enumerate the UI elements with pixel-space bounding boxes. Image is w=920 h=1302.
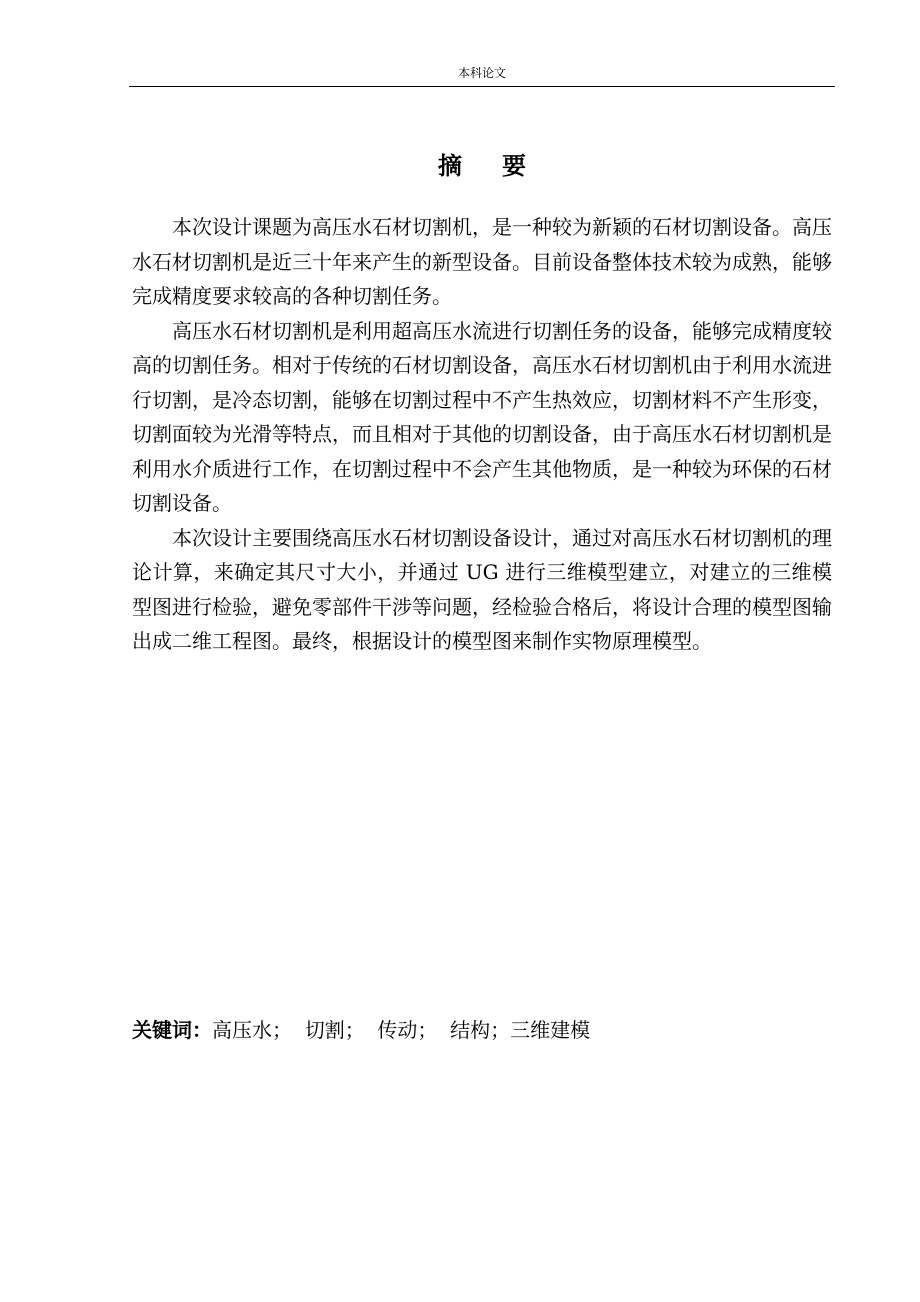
abstract-body — [132, 210, 832, 659]
keywords-label: 关键词： — [132, 1018, 212, 1042]
keywords-value: 高压水； 切割； 传动； 结构；三维建模 — [212, 1018, 591, 1042]
abstract-title-char-2: 要 — [502, 151, 526, 180]
keywords-line — [132, 1013, 832, 1047]
abstract-title-char-1: 摘 — [438, 151, 462, 180]
abstract-paragraph-1: 本次设计课题为高压水石材切割机，是一种较为新颖的石材切割设备。高压水石材切割机是近三十年来产生的新型设备。目前设备整体技术较为成熟，能够完成精度要求较高的各种切割任务。 — [132, 215, 832, 308]
abstract-title — [129, 148, 835, 184]
header-text: 本科论文 — [457, 66, 506, 80]
abstract-paragraph-2: 高压水石材切割机是利用超高压水流进行切割任务的设备，能够完成精度较高的切割任务。相对于传统的石材切割设备，高压水石材切割机由于利用水流进行切割，是冷态切割，能够在切割过程中不产生热效应，切割材料不产生形变，切割面较为光滑等特点，而且相对于其他的切割设备，由于高压水石材切割机是利用水介质进行工作，在切割过程中不会产生其他物质，是一种较为环保的石材切割设备。 — [132, 318, 832, 515]
page-header — [129, 62, 835, 87]
abstract-paragraph-3: 本次设计主要围绕高压水石材切割设备设计，通过对高压水石材切割机的理论计算，来确定其尺寸大小，并通过 UG 进行三维模型建立，对建立的三维模型图进行检验，避免零部件干涉等问题，经检验合格后，将设计合理的模型图输出成二维工程图。最终，根据设计的模型图来制作实物原理模型。 — [132, 525, 832, 653]
